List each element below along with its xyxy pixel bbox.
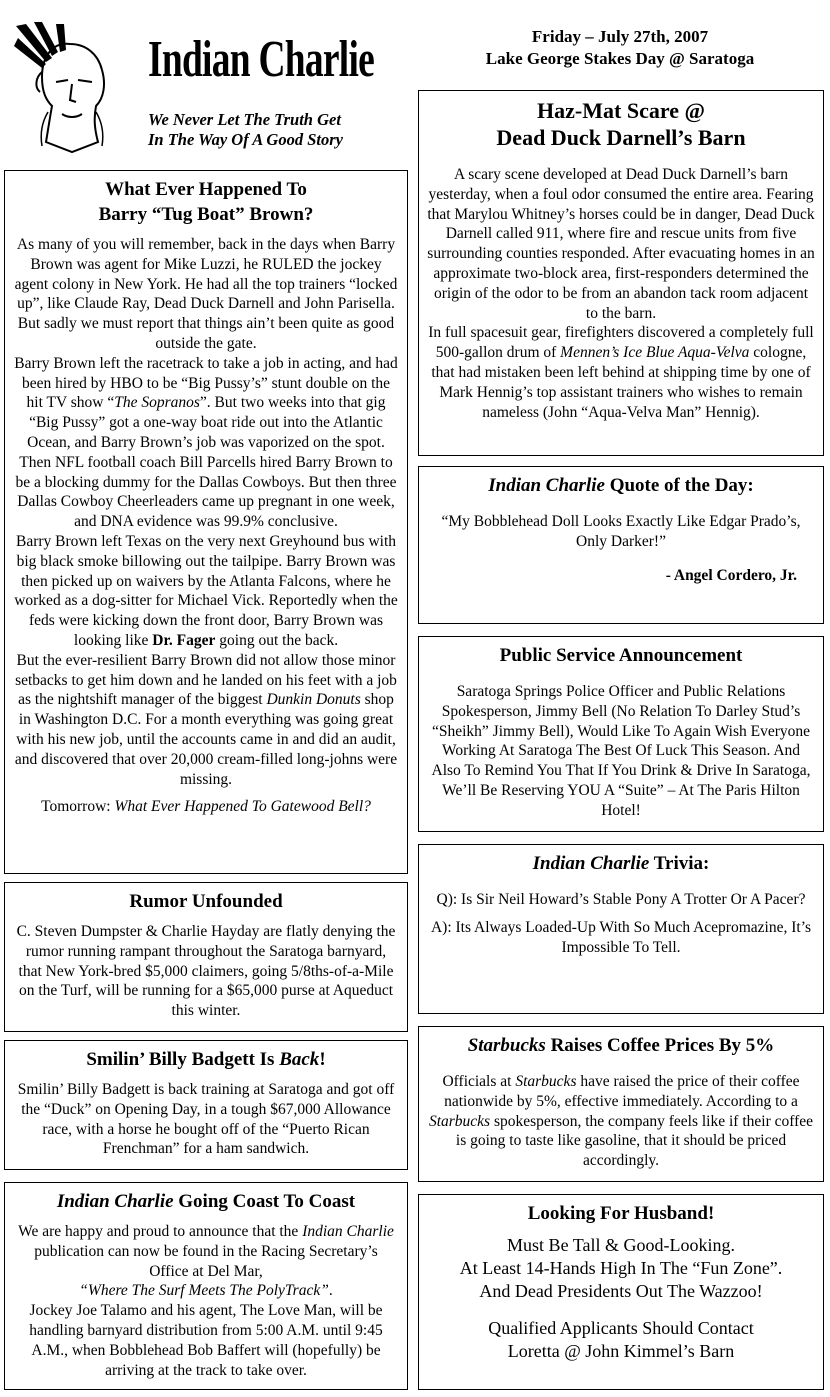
article-title: Indian Charlie Going Coast To Coast bbox=[56, 1191, 356, 1212]
quote-of-the-day bbox=[418, 466, 824, 624]
public-service-announcement bbox=[418, 636, 824, 832]
article-starbucks bbox=[418, 1026, 824, 1182]
article-body: Saratoga Springs Police Officer and Public Relations Spokesperson, Jimmy Bell (No Relation To Darley Stud’s “Sheikh” Jimmy Bell), Would Like To Again Wish Everyone Working At Saratoga The Best Of Luck This Season. And Also To Remind You That If You Drink & Drive In Saratoga, We’ll Be Reserving YOU A “Suite” – At The Paris Hilton Hotel! bbox=[431, 683, 811, 819]
indian-head-logo-icon bbox=[12, 22, 132, 160]
article-billy-badgett bbox=[4, 1040, 408, 1170]
article-title: Looking For Husband! bbox=[527, 1203, 715, 1224]
tomorrow-teaser: Tomorrow: What Ever Happened To Gatewood Bell? bbox=[41, 798, 371, 816]
dateline bbox=[420, 26, 820, 70]
article-title: Public Service Announcement bbox=[499, 645, 743, 666]
trivia bbox=[418, 844, 824, 1014]
article-title: Indian Charlie Quote of the Day: bbox=[488, 475, 754, 496]
trivia-answer: A): Its Always Loaded-Up With So Much Acepromazine, It’s Impossible To Tell. bbox=[430, 918, 812, 956]
looking-for-husband bbox=[418, 1194, 824, 1390]
article-title: Indian Charlie Trivia: bbox=[532, 853, 710, 874]
masthead-tagline: We Never Let The Truth Get In The Way Of A Good Story bbox=[148, 110, 343, 149]
article-rumor-unfounded bbox=[4, 882, 408, 1032]
article-body: Must Be Tall & Good-Looking. At Least 14-Hands High In The “Fun Zone”. And Dead Presidents Out The Wazzoo! bbox=[459, 1235, 783, 1301]
masthead-title: Indian Charlie bbox=[148, 31, 375, 88]
article-hazmat-scare bbox=[418, 90, 824, 456]
article-body: As many of you will remember, back in the days when Barry Brown was agent for Mike Luzzi, he RULED the jockey agent colony in New York. He had all the top trainers “locked up”, like Claude Ray, Dead Duck Darnell and John Parisella. But sadly we must report that things ain’t been quite as good outside the gate. Barry Brown left the racetrack to take a job in acting, and had been hired by HBO to be “Big Pussy’s” stunt double on the hit TV show “The Sopranos”. But two weeks into that gig “Big Pussy” got a one-way boat ride out into the Atlantic Ocean, and Barry Brown’s job was vaporized on the spot. Then NFL football coach Bill Parcells hired Barry Brown to be a blocking dummy for the Dallas Cowboys. But then three Dallas Cowboy Cheerleaders came up pregnant in one week, and DNA evidence was 99.9% conclusive. Barry Brown left Texas on the very next Greyhound bus with big black smoke billowing out the tailpipe. Barry Brown was then picked up on waivers by the Atlanta Falcons, where he worked as a dog-sitter for Michael Vick. Reportedly when the feds were kicking down the front door, Barry Brown was looking like Dr. Fager going out the back. But the ever-resilient Barry Brown did not allow those minor setbacks to get him down and he landed on his feet with a job as the nightshift manager of the biggest Dunkin Donuts shop in Washington D.C. For a month everything was going great with his new job, until the accounts came in and did an audit, and discovered that over 20,000 cream-filled long-johns were missing. bbox=[14, 236, 398, 788]
article-barry-brown bbox=[4, 170, 408, 874]
article-title: Smilin’ Billy Badgett Is Back! bbox=[86, 1049, 326, 1070]
article-title: What Ever Happened To Barry “Tug Boat” Brown? bbox=[98, 179, 314, 225]
article-body: We are happy and proud to announce that the Indian Charlie publication can now be found in the Racing Secretary’s Office at Del Mar, “Where The Surf Meets The PolyTrack”. Jockey Joe Talamo and his agent, The Love Man, will be handling barnyard distribution from 5:00 A.M. until 9:45 A.M., when Bobblehead Bob Baffert will (hopefully) be arriving at the track to take over. bbox=[18, 1223, 394, 1379]
article-body: Officials at Starbucks have raised the price of their coffee nationwide by 5%, effective immediately. According to a Starbucks spokesperson, the company feels like if their coffee is going to taste like gasoline, that it should be priced accordingly. bbox=[428, 1073, 814, 1170]
issue-date: Friday – July 27th, 2007 bbox=[531, 27, 709, 46]
contact-info: Qualified Applicants Should Contact Loretta @ John Kimmel’s Barn bbox=[488, 1318, 754, 1361]
article-body: A scary scene developed at Dead Duck Darnell’s barn yesterday, when a foul odor consumed the entire area. Fearing that Marylou Whitney’s horses could be in danger, Dead Duck Darnell called 911, where fire and rescue units from five surrounding counties responded. After evacuating homes in an approximate two-block area, first-responders determined the origin of the odor to be from an abandon tack room adjacent to the barn. In full spacesuit gear, firefighters discovered a completely full 500-gallon drum of Mennen’s Ice Blue Aqua-Velva cologne, that had mistaken been left behind at shipping time by one of Mark Hennig’s top assistant trainers who wishes to remain nameless (John “Aqua-Velva Man” Hennig). bbox=[427, 166, 815, 421]
article-body: C. Steven Dumpster & Charlie Hayday are flatly denying the rumor running rampant throughout the Saratoga barnyard, that New York-bred $5,000 claimers, going 5/8ths-of-a-Mile on the Turf, will be running for a $65,000 purse at Aqueduct this winter. bbox=[16, 923, 396, 1020]
issue-event: Lake George Stakes Day @ Saratoga bbox=[485, 49, 755, 68]
quote-text: “My Bobblehead Doll Looks Exactly Like Edgar Prado’s, Only Darker!” bbox=[441, 513, 801, 550]
article-coast-to-coast bbox=[4, 1182, 408, 1390]
article-title: Haz-Mat Scare @ Dead Duck Darnell’s Barn bbox=[496, 98, 746, 150]
article-title: Starbucks Raises Coffee Prices By 5% bbox=[467, 1035, 775, 1056]
article-body: Smilin’ Billy Badgett is back training at Saratoga and got off the “Duck” on Opening Day, in a tough $67,000 Allowance race, with a horse he bought off of the “Puerto Rican Frenchman” for a ham sandwich. bbox=[17, 1081, 395, 1158]
quote-attribution: - Angel Cordero, Jr. bbox=[665, 566, 797, 584]
article-title: Rumor Unfounded bbox=[129, 891, 283, 912]
trivia-question: Q): Is Sir Neil Howard’s Stable Pony A Trotter Or A Pacer? bbox=[436, 891, 806, 908]
